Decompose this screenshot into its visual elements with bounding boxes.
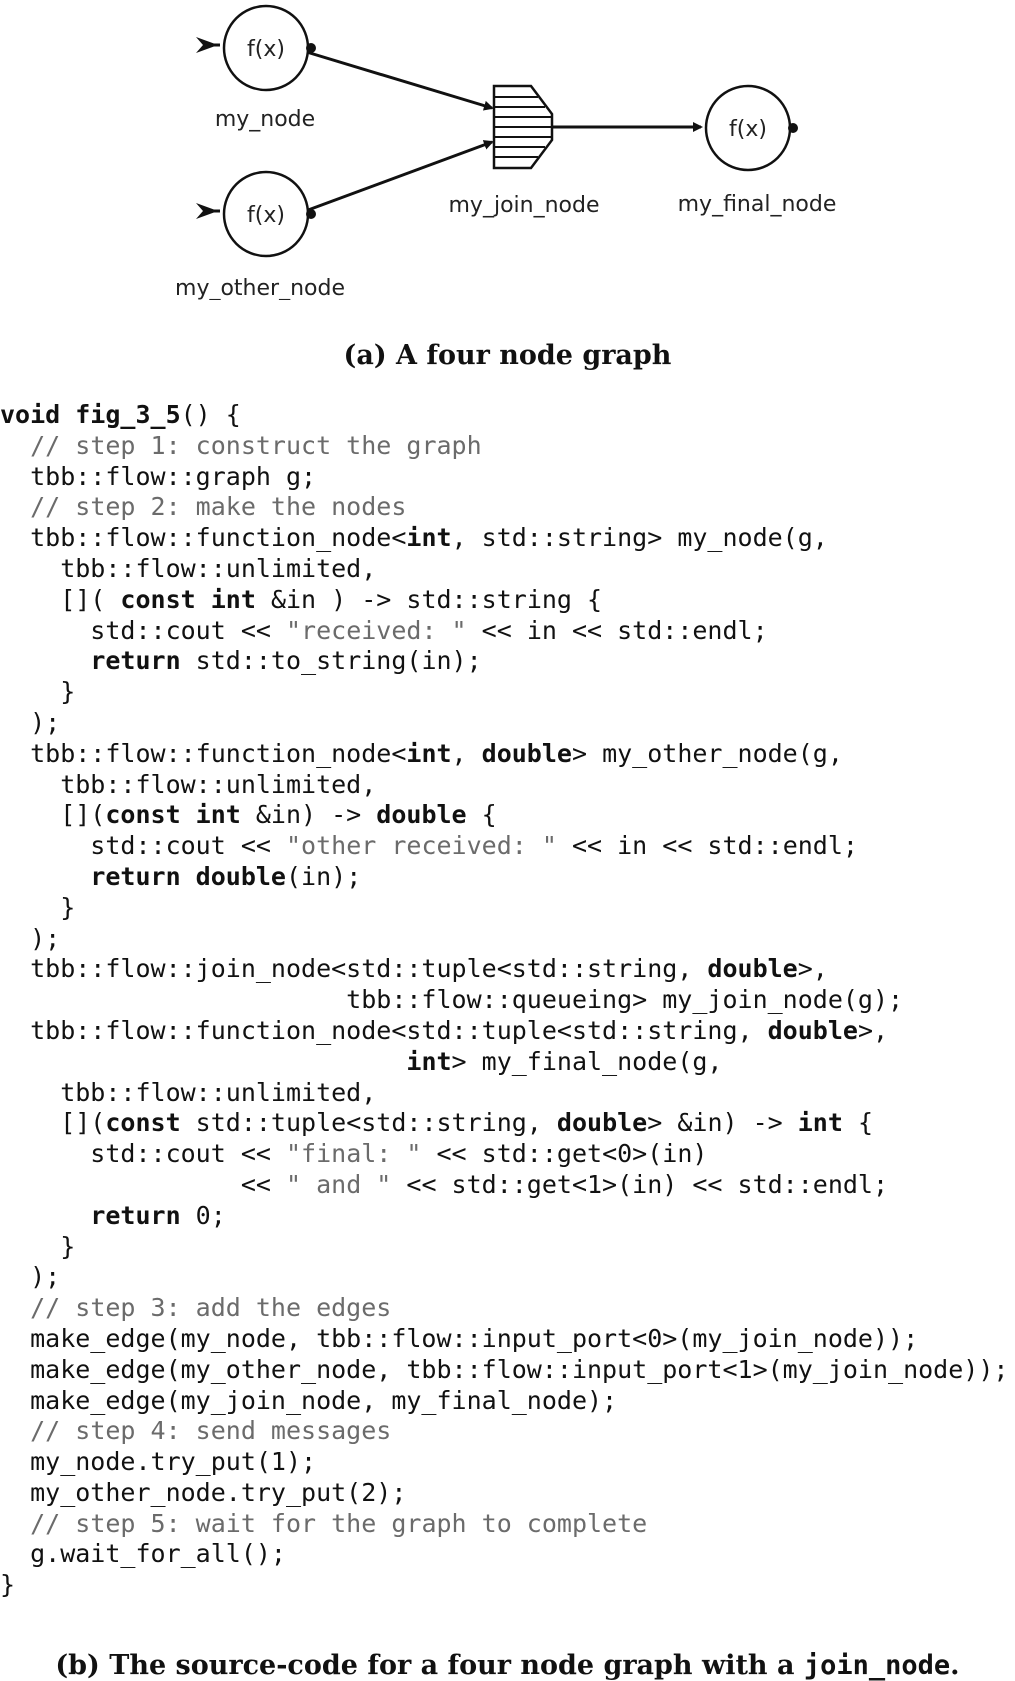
code-text: std::cout << (0, 831, 286, 861)
caption-b-code: join_node (803, 1650, 951, 1681)
code-comment: // step 5: wait for the graph to complete (30, 1508, 648, 1538)
code-text: make_edge(my_other_node, tbb::flow::input_port<1>(my_join_node)); (0, 1354, 1009, 1384)
code-text: tbb::flow::unlimited, (0, 769, 377, 799)
code-text (0, 1293, 30, 1322)
code-text: ); (0, 923, 61, 953)
graph-diagram (0, 0, 1015, 300)
code-text: tbb::flow::function_node< (0, 523, 407, 553)
code-line (0, 646, 482, 675)
code-text: make_edge(my_node, tbb::flow::input_port<0>(my_join_node)); (0, 1323, 919, 1353)
code-comment: // step 3: add the edges (30, 1293, 392, 1323)
code-text: my_node.try_put(1); (0, 1447, 317, 1477)
source-code-block (0, 400, 1008, 1601)
code-line (0, 770, 376, 799)
node-label-my-node: my_node (214, 107, 316, 132)
code-line (0, 893, 75, 922)
code-line (0, 708, 60, 737)
code-line (0, 954, 828, 983)
code-keyword: const int (120, 584, 256, 614)
code-string: "received: " (285, 615, 467, 645)
code-line (0, 431, 482, 460)
code-line (0, 1539, 286, 1568)
graph-node-my-join-node (449, 86, 600, 218)
code-line (0, 400, 241, 429)
code-text: } (0, 1570, 16, 1600)
code-line (0, 1570, 15, 1599)
code-text: >, (797, 954, 828, 984)
code-keyword: const (105, 1108, 181, 1138)
code-keyword: int (797, 1108, 843, 1138)
graph-node-my-final-node (678, 86, 837, 217)
node-label-my-other-node: my_other_node (175, 276, 345, 300)
graph-node-my-node (196, 6, 316, 132)
code-line (0, 1016, 888, 1045)
code-comment: // step 2: make the nodes (30, 492, 407, 522)
code-text (0, 1201, 90, 1230)
code-line (0, 985, 903, 1014)
code-text: []( (0, 800, 106, 830)
code-text: > &in) -> (647, 1108, 798, 1138)
code-text: } (0, 677, 76, 707)
code-text (0, 1509, 30, 1538)
code-keyword: double (556, 1108, 648, 1138)
code-text (0, 862, 90, 891)
code-keyword: int (406, 1046, 452, 1076)
code-text: std::to_string(in); (180, 646, 482, 676)
code-text: ); (0, 707, 61, 737)
code-line (0, 1447, 316, 1476)
code-line (0, 1262, 60, 1291)
code-text: << std::get<1>(in) << std::endl; (391, 1169, 889, 1199)
node-label-my-final-node: my_final_node (677, 192, 837, 217)
code-line (0, 492, 406, 521)
code-line (0, 523, 828, 552)
code-line (0, 1232, 75, 1261)
node-symbol: f(x) (247, 37, 285, 62)
code-text: tbb::flow::queueing> my_join_node(g); (0, 985, 904, 1015)
code-text (0, 492, 30, 521)
code-text (0, 1047, 406, 1076)
code-comment: // step 1: construct the graph (30, 430, 482, 460)
code-line (0, 1170, 888, 1199)
code-line (0, 554, 376, 583)
code-text: << in << std::endl; (466, 615, 768, 645)
code-line (0, 1293, 391, 1322)
code-line (0, 585, 602, 614)
code-text: > my_other_node(g, (571, 738, 843, 768)
code-text (0, 646, 90, 675)
code-text: << in << std::endl; (556, 831, 858, 861)
node-label-my-join-node: my_join_node (448, 193, 600, 218)
caption-a: (a) A four node graph (343, 340, 672, 371)
code-comment: // step 4: send messages (30, 1416, 392, 1446)
code-line (0, 862, 361, 891)
code-text: << (0, 1169, 286, 1199)
output-port-dot (788, 123, 798, 133)
code-keyword: return (90, 646, 181, 676)
code-text: ); (0, 1262, 61, 1292)
code-line (0, 1078, 376, 1107)
code-text: my_other_node.try_put(2); (0, 1477, 407, 1507)
code-keyword: return (90, 1200, 181, 1230)
code-text: tbb::flow::function_node<std::tuple<std::string, (0, 1015, 768, 1045)
join-buffer-lines (494, 97, 552, 157)
code-text: &in ) -> std::string { (255, 584, 603, 614)
code-string: " and " (285, 1169, 392, 1199)
code-line (0, 739, 843, 768)
code-line (0, 677, 75, 706)
code-text: () { (180, 400, 241, 429)
code-text: 0; (180, 1200, 226, 1230)
code-keyword: return double (90, 861, 286, 891)
code-line (0, 1416, 391, 1445)
code-line (0, 616, 768, 645)
code-text: , std::string> my_node(g, (451, 523, 828, 553)
code-line (0, 831, 858, 860)
code-text: tbb::flow::join_node<std::tuple<std::string, (0, 954, 708, 984)
code-line (0, 1324, 918, 1353)
code-text: tbb::flow::unlimited, (0, 1077, 377, 1107)
code-text: &in) -> (240, 800, 377, 830)
code-text: > my_final_node(g, (451, 1046, 723, 1076)
code-text: << std::get<0>(in) (421, 1139, 708, 1169)
code-text (0, 431, 30, 460)
code-line (0, 1201, 226, 1230)
code-line (0, 924, 60, 953)
code-string: "other received: " (285, 831, 557, 861)
code-text: g.wait_for_all(); (0, 1539, 286, 1569)
node-symbol: f(x) (729, 117, 767, 142)
code-text: } (0, 892, 76, 922)
code-text: std::tuple<std::string, (180, 1108, 557, 1138)
code-line (0, 1355, 1008, 1384)
code-text: []( (0, 584, 121, 614)
code-line (0, 1509, 647, 1538)
caption-b-period: . (950, 1650, 960, 1681)
code-string: "final: " (285, 1139, 422, 1169)
code-line (0, 1386, 617, 1415)
graph-node-my-other-node (175, 172, 345, 300)
output-port-dot (306, 209, 316, 219)
edge-my-node-to-join (300, 50, 492, 108)
code-keyword: double (376, 800, 467, 830)
code-keyword: double (767, 1015, 858, 1045)
code-keyword: int (406, 523, 452, 553)
code-line (0, 800, 497, 829)
code-text: , (451, 738, 482, 768)
code-text: []( (0, 1108, 106, 1138)
code-text: tbb::flow::function_node< (0, 738, 407, 768)
caption-b (0, 1650, 1015, 1681)
code-line (0, 1047, 722, 1076)
output-port-dot (306, 43, 316, 53)
code-text: std::cout << (0, 1139, 286, 1169)
code-keyword: double (707, 954, 798, 984)
code-text: tbb::flow::graph g; (0, 461, 317, 491)
code-line (0, 462, 316, 491)
code-line (0, 1139, 707, 1168)
code-text: tbb::flow::unlimited, (0, 553, 377, 583)
code-text: std::cout << (0, 615, 286, 645)
code-text: } (0, 1231, 76, 1261)
caption-b-text: (b) The source-code for a four node graph with a (55, 1650, 804, 1681)
code-text: (in); (285, 861, 362, 891)
code-text: { (466, 800, 497, 830)
code-text: >, (857, 1015, 889, 1045)
code-line (0, 1108, 873, 1137)
code-text (0, 1416, 30, 1445)
code-keyword: const int (105, 800, 241, 830)
code-text: make_edge(my_join_node, my_final_node); (0, 1385, 618, 1415)
code-keyword: void fig_3_5 (0, 400, 181, 429)
code-line (0, 1478, 406, 1507)
code-text: { (842, 1108, 874, 1138)
code-keyword: int (406, 738, 452, 768)
node-symbol: f(x) (247, 203, 285, 228)
code-keyword: double (481, 738, 572, 768)
